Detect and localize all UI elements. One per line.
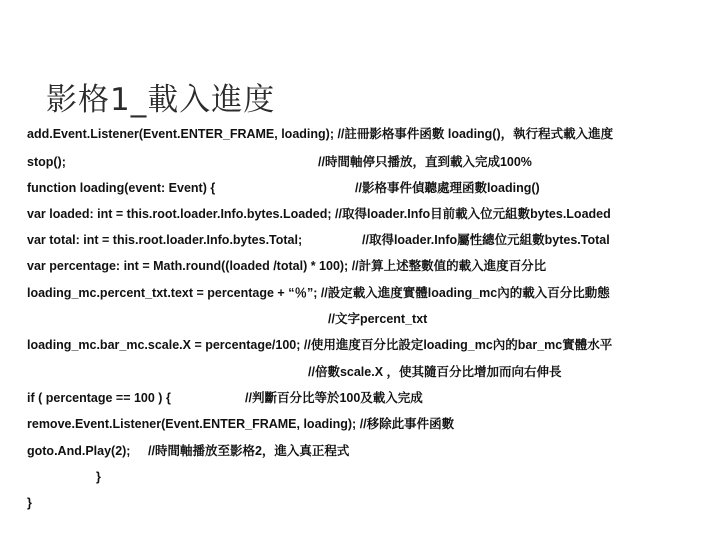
code-line-4: var loaded: int = this.root.loader.Info.bytes.Loaded; //取得loader.Info目前載入位元組數bytes.Loaded [27,207,611,221]
code-line-5: var total: int = this.root.loader.Info.bytes.Total; [27,233,303,247]
code-line-6: var percentage: int = Math.round((loaded /total) * 100); //計算上述整數值的載入進度百分比 [27,259,547,273]
code-comment-11: //判斷百分比等於100及載入完成 [245,391,423,405]
code-comment-9b: //倍數scale.X ，使其隨百分比增加而向右伸長 [308,365,562,379]
code-line-2: stop(); [27,155,66,169]
code-line-7: loading_mc.percent_txt.text = percentage + “％”; //設定載入進度實體loading_mc內的載入百分比動態 [27,286,610,300]
code-line-14: } [96,470,101,484]
code-line-11: if ( percentage == 100 ) { [27,391,171,405]
code-line-12: remove.Event.Listener(Event.ENTER_FRAME, loading); //移除此事件函數 [27,417,455,431]
code-line-3: function loading(event: Event) { [27,181,216,195]
code-comment-7b: //文字percent_txt [328,312,428,326]
code-comment-13: //時間軸播放至影格2，進入真正程式 [148,444,350,458]
code-comment-3: //影格事件偵聽處理函數loading() [355,181,540,195]
slide-title: 影格1_載入進度 [46,82,276,118]
code-comment-5: //取得loader.Info屬性總位元組數bytes.Total [362,233,610,247]
code-comment-2: //時間軸停只播放，直到載入完成100% [318,155,532,169]
code-line-15: } [27,496,32,510]
code-line-1: add.Event.Listener(Event.ENTER_FRAME, loading); //註冊影格事件函數 loading()，執行程式載入進度 [27,127,614,141]
code-line-13: goto.And.Play(2); [27,444,131,458]
code-line-9: loading_mc.bar_mc.scale.X = percentage/100; //使用進度百分比設定loading_mc內的bar_mc實體水平 [27,338,613,352]
